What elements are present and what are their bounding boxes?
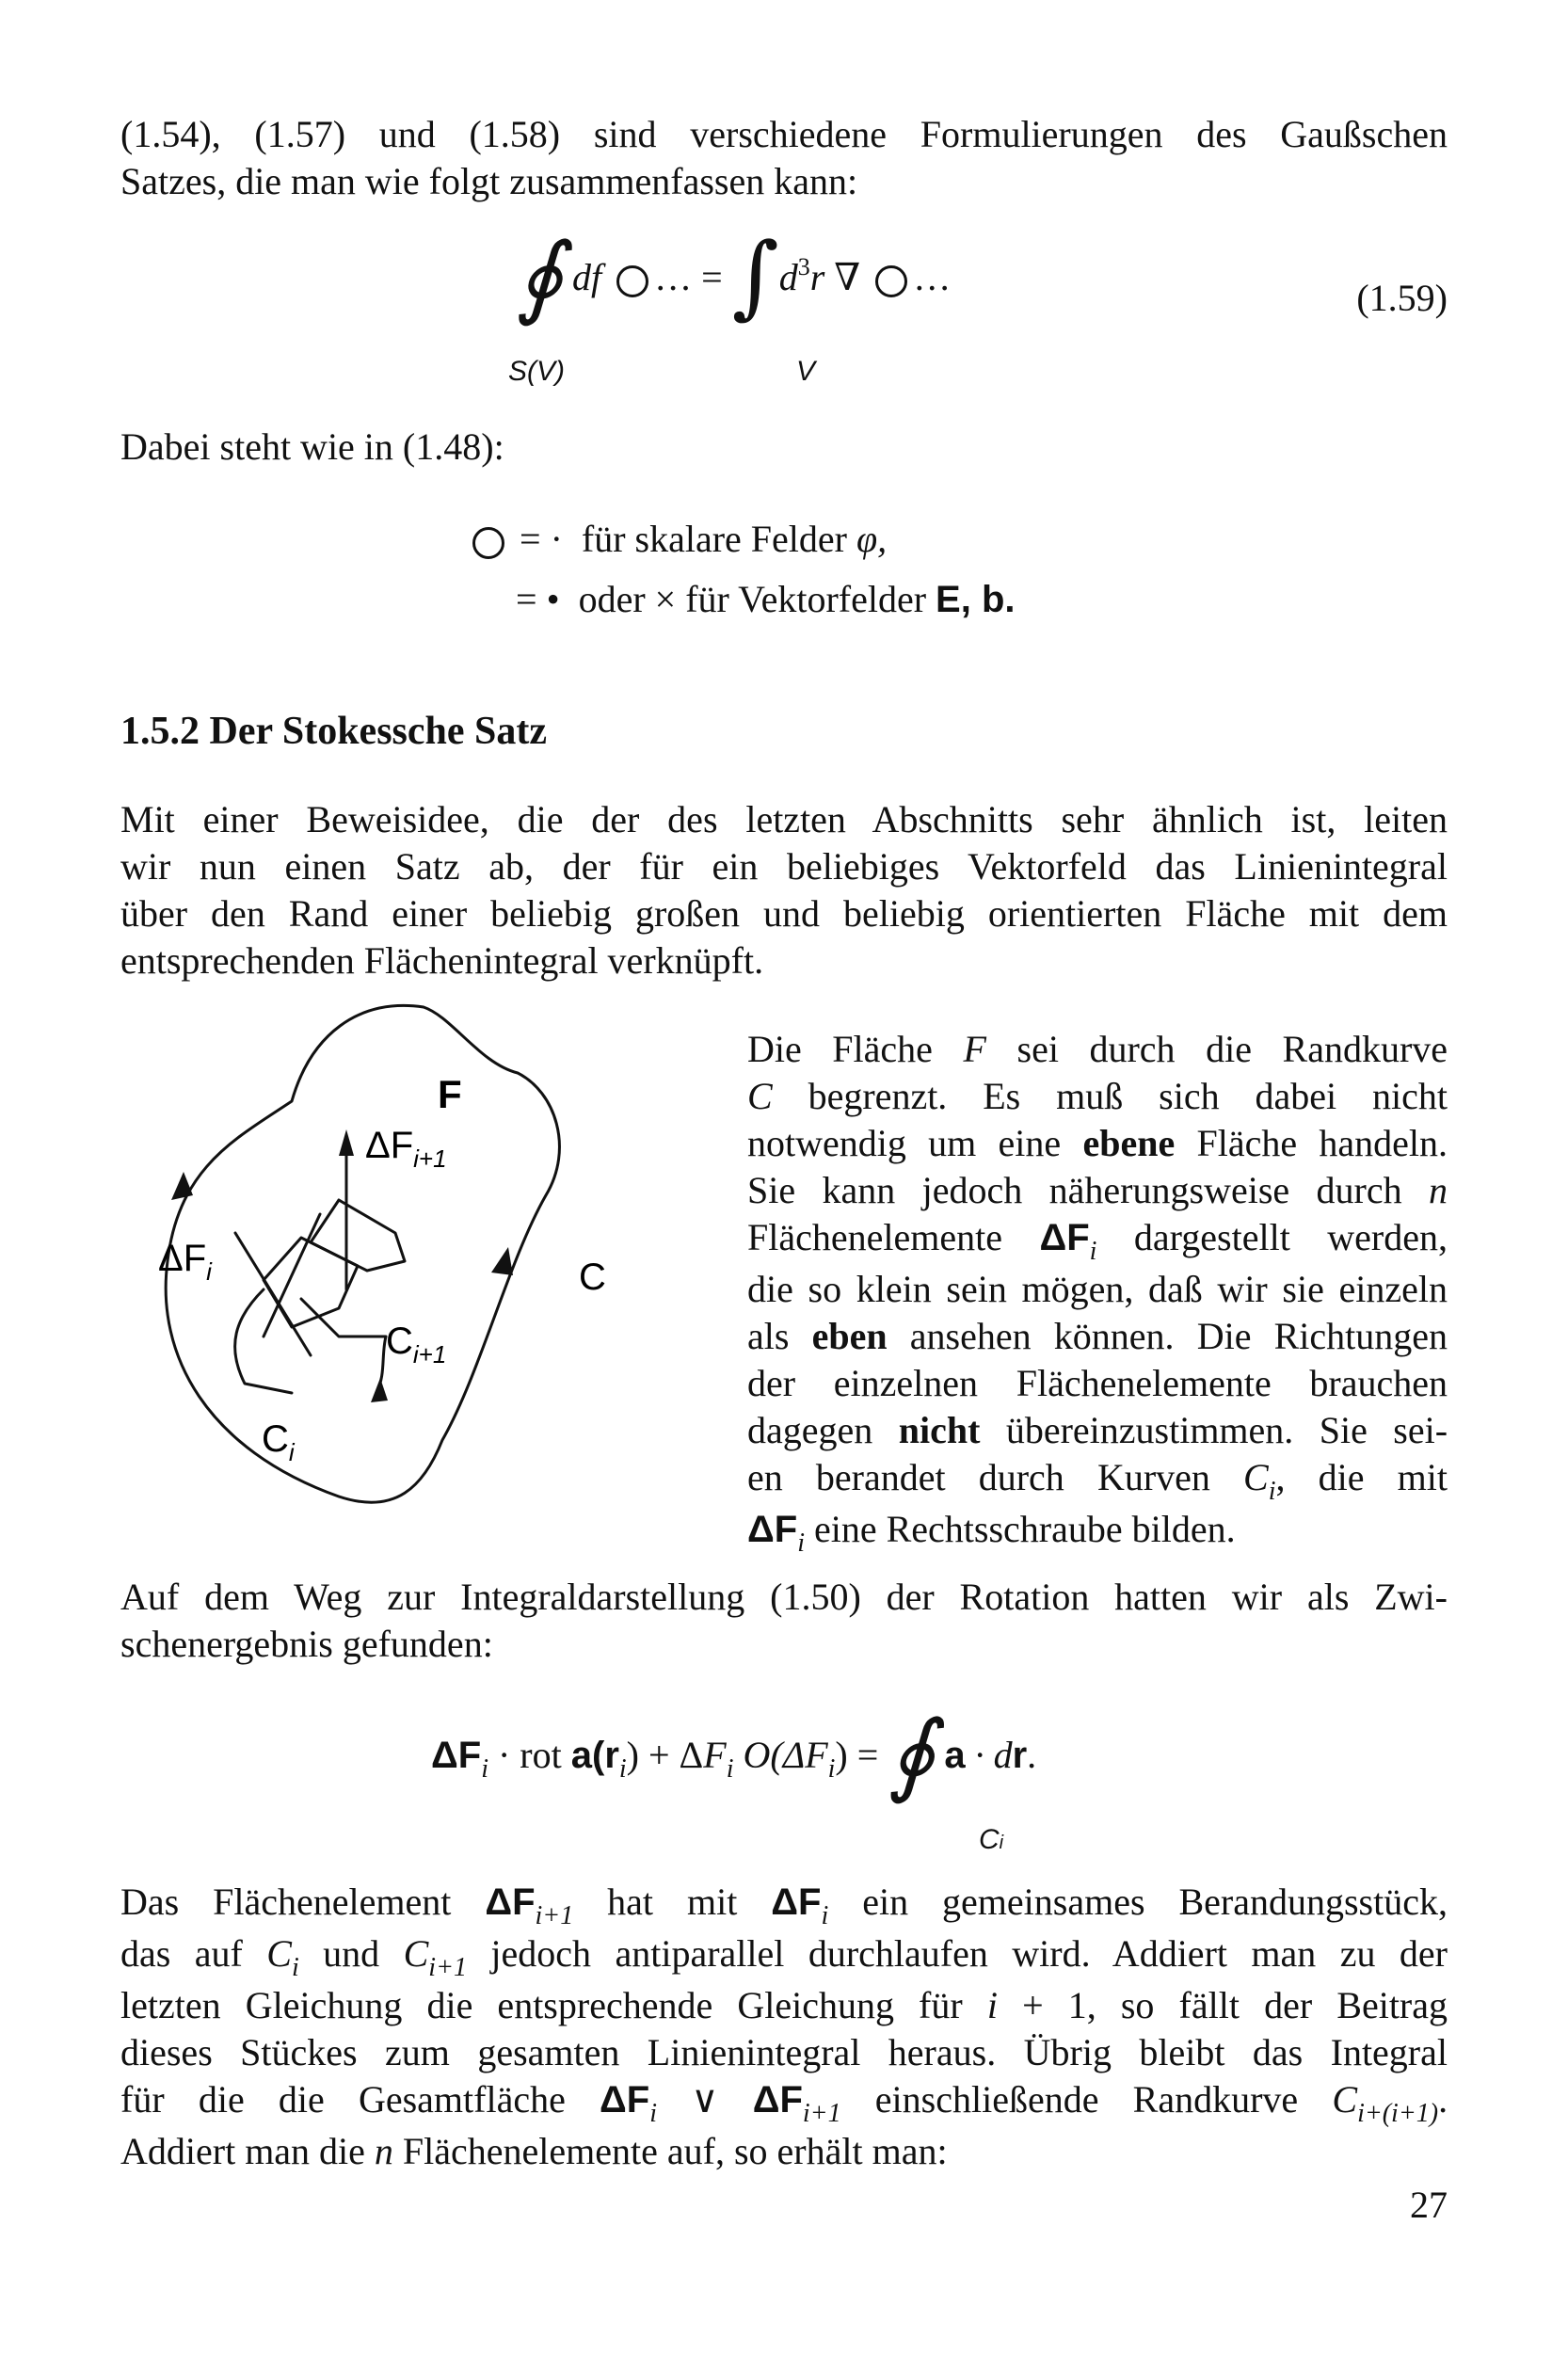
eq2-F-2: F	[805, 1734, 828, 1776]
eq159-r-nabla: r ∇	[809, 256, 861, 298]
eq2-F: F	[703, 1734, 727, 1776]
side-l11b: i	[797, 1529, 805, 1558]
contour-integral-sign-2: ∮	[888, 1701, 936, 1806]
side-l1a: Die Fläche	[747, 1028, 933, 1070]
side-l5b: ΔF	[1039, 1217, 1090, 1258]
normal-arrowhead-i1	[339, 1129, 354, 1156]
page-number: 27	[1410, 2184, 1448, 2226]
side-l3a: notwendig um eine	[747, 1122, 1062, 1164]
para3-line-5	[120, 2076, 1448, 2128]
para2-line-2: schenergebnis gefunden:	[120, 1623, 493, 1665]
eq2-r: r	[604, 1735, 619, 1776]
p3-l5f: i+1	[802, 2099, 841, 2128]
p3-l2c: i	[291, 1953, 299, 1982]
label-dF-i1	[365, 1125, 447, 1173]
C-arrow-left	[171, 1172, 193, 1200]
side-l5a: Flächenelemente	[747, 1216, 1002, 1258]
side-l9a: dagegen	[747, 1409, 873, 1451]
intro-line-1: (1.54), (1.57) und (1.58) sind verschiedene Formulierungen des Gaußschen	[120, 113, 1448, 155]
label-dF-i-main: ΔF	[158, 1238, 207, 1279]
side-l9c: übereinzustimmen. Sie sei-	[1005, 1409, 1448, 1451]
side-l1b: F	[963, 1028, 986, 1070]
p3-l2e: C	[403, 1932, 429, 1975]
eq2-dot-dr: · d	[974, 1734, 1013, 1776]
p3-l5e: ΔF	[752, 2079, 803, 2121]
p3-l5j: .	[1438, 2078, 1448, 2121]
side-l5c: i	[1089, 1237, 1097, 1266]
eq2-sub-i: i	[481, 1754, 488, 1784]
para1-line-2: wir nun einen Satz ab, der für ein beliebiges Vektorfeld das Linienintegral	[120, 845, 1448, 888]
dF-i1-patch	[311, 1200, 405, 1271]
C-i1-curve	[301, 1299, 386, 1393]
p3-l1e: ΔF	[771, 1881, 822, 1923]
p3-l5a: für die die Gesamtfläche	[120, 2078, 566, 2121]
side-line-3	[747, 1120, 1448, 1167]
side-l7b: eben	[811, 1315, 888, 1357]
label-C-i	[262, 1418, 296, 1466]
eq2-sub-i-4: i	[827, 1754, 836, 1784]
label-dF-i	[158, 1238, 213, 1286]
boundary-curve-C	[166, 1005, 559, 1502]
side-l7c: ansehen können. Die Richtungen	[909, 1315, 1448, 1357]
side-l2b: begrenzt. Es muß sich dabei nicht	[808, 1075, 1448, 1117]
side-l3b: ebene	[1082, 1122, 1176, 1164]
side-line-8: der einzelnen Flächenelemente brauchen	[747, 1362, 1448, 1404]
eq159-number: (1.59)	[1356, 277, 1448, 319]
para3-line-1	[120, 1879, 1448, 1930]
label-C-i-sub: i	[288, 1438, 295, 1466]
side-l11c: eine Rechtsschraube bilden.	[813, 1508, 1236, 1550]
p3-l1g: ein gemeinsames Berandungsstück,	[862, 1881, 1448, 1923]
definition-row-1	[467, 516, 887, 563]
eq2-O-open: O(Δ	[743, 1734, 806, 1776]
intro-paragraph	[120, 111, 1448, 205]
p3-l2a: das auf	[120, 1932, 243, 1975]
p3-l5g: einschließende Randkurve	[874, 2078, 1299, 2121]
side-line-7	[747, 1313, 1448, 1360]
label-F: F	[438, 1072, 462, 1116]
side-l5d: dargestellt werden,	[1133, 1216, 1448, 1258]
side-l10a: en berandet durch Kurven	[747, 1456, 1210, 1498]
operator-circle-icon-3	[472, 527, 504, 559]
section-heading: 1.5.2 Der Stokessche Satz	[120, 710, 548, 753]
label-dF-i-sub: i	[206, 1257, 212, 1286]
eq2-dot-rot: · rot	[497, 1734, 562, 1776]
eq2-lower-limit-main: C	[979, 1824, 1000, 1855]
para2	[120, 1574, 1448, 1668]
p3-l5b: ΔF	[600, 2079, 650, 2121]
equation-rot	[431, 1701, 1037, 1806]
C-i1-arrow	[371, 1378, 388, 1402]
p3-l6a: Addiert man die	[120, 2130, 365, 2172]
operator-circle-icon-2	[875, 265, 907, 297]
side-line-11	[747, 1506, 1448, 1558]
def-row1-var: φ,	[856, 518, 888, 560]
p3-l3c: + 1, so fällt der Beitrag	[1022, 1984, 1448, 2026]
side-l1c: sei durch die Randkurve	[1016, 1028, 1448, 1070]
eq2-a: a	[944, 1735, 966, 1776]
label-C-i1-sub: i+1	[412, 1340, 447, 1369]
eq2-sub-i-2: i	[618, 1754, 627, 1784]
label-C: C	[579, 1257, 606, 1298]
dabei-line: Dabei steht wie in (1.48):	[120, 425, 504, 468]
p3-l1d: hat mit	[607, 1881, 738, 1923]
eq2-dF: ΔF	[431, 1735, 482, 1776]
side-l10d: , die mit	[1275, 1456, 1448, 1498]
side-l2a: C	[747, 1075, 773, 1117]
eq2-period: .	[1027, 1734, 1037, 1776]
definition-row-2	[516, 576, 1015, 623]
side-paragraph	[747, 1026, 1448, 1558]
label-C-i-main: C	[262, 1418, 289, 1460]
def-row1-text: für skalare Felder	[581, 518, 847, 560]
p3-l5i: i+(i+1)	[1357, 2099, 1439, 2128]
def-row2-op: •	[546, 578, 560, 620]
p3-l1a: Das Flächenelement	[120, 1881, 452, 1923]
side-line-2	[747, 1073, 1448, 1120]
operator-circle-icon	[616, 265, 648, 297]
label-C-i1-main: C	[386, 1321, 413, 1362]
para1-line-4: entsprechenden Flächenintegral verknüpft.	[120, 939, 764, 982]
volume-integral-sign: ∫	[731, 223, 779, 328]
eq2-close-plus: ) + Δ	[626, 1734, 704, 1776]
def-row1-eq: =	[520, 518, 541, 560]
side-l10c: i	[1268, 1477, 1276, 1506]
eq2-r-end: r	[1012, 1735, 1028, 1776]
p3-l6b: n	[374, 2130, 393, 2172]
side-line-9	[747, 1407, 1448, 1454]
crossing-line	[235, 1233, 311, 1355]
para2-line-1: Auf dem Weg zur Integraldarstellung (1.50) der Rotation hatten wir als Zwi-	[120, 1576, 1448, 1618]
eq2-lower-limit	[979, 1817, 1003, 1866]
contour-integral-sign: ∮	[516, 223, 564, 328]
equation-1-59	[516, 223, 952, 328]
p3-l1c: i+1	[535, 1901, 574, 1930]
side-line-5	[747, 1214, 1448, 1266]
p3-l1b: ΔF	[485, 1881, 536, 1923]
eq159-d: d	[778, 256, 798, 298]
p3-l2d: und	[323, 1932, 380, 1975]
eq159-lower-limit-left: S(V)	[508, 356, 565, 387]
p3-l3a: letzten Gleichung die entsprechende Gleichung für	[120, 1984, 963, 2026]
eq159-exp: 3	[797, 253, 810, 280]
para1-line-1: Mit einer Beweisidee, die der des letzten Abschnitts sehr ähnlich ist, leiten	[120, 798, 1448, 840]
para3-line-2	[120, 1930, 1448, 1982]
p3-l6c: Flächenelemente auf, so erhält man:	[402, 2130, 948, 2172]
eq159-df: df	[572, 256, 602, 298]
para3	[120, 1879, 1448, 2175]
side-l9b: nicht	[898, 1409, 981, 1451]
p3-l3b: i	[986, 1984, 998, 2026]
p3-l2g: jedoch antiparallel durchlaufen wird. Addiert man zu der	[490, 1932, 1448, 1975]
side-line-10	[747, 1454, 1448, 1506]
para1-line-3: über den Rand einer beliebig großen und beliebig orientierten Fläche mit dem	[120, 892, 1448, 935]
eq2-a-open: a(	[570, 1735, 605, 1776]
def-row2-eq: =	[516, 578, 537, 620]
C-arrow-right	[491, 1247, 513, 1275]
para3-line-4: dieses Stückes zum gesamten Linienintegral heraus. Übrig bleibt das Integral	[120, 2031, 1448, 2073]
para3-line-6	[120, 2128, 1448, 2175]
dF-i-patch	[264, 1238, 358, 1327]
stokes-figure	[151, 998, 640, 1525]
eq159-dots-eq: … =	[654, 256, 723, 298]
def-row2-vec: E, b.	[936, 579, 1016, 620]
p3-l2b: C	[266, 1932, 292, 1975]
eq2-sub-i-3: i	[726, 1754, 734, 1784]
label-dF-i1-main: ΔF	[365, 1125, 414, 1166]
eq159-lower-limit-right: V	[796, 356, 816, 387]
eq2-O-close: ) =	[835, 1734, 879, 1776]
p3-l5d: ∨	[691, 2078, 719, 2121]
side-l11a: ΔF	[747, 1509, 798, 1550]
label-dF-i1-sub: i+1	[413, 1144, 447, 1173]
side-l4b: n	[1429, 1169, 1448, 1211]
side-l3c: Fläche handeln.	[1196, 1122, 1448, 1164]
side-line-4	[747, 1167, 1448, 1214]
para3-line-3	[120, 1982, 1448, 2029]
def-row1-op: ·	[550, 518, 563, 560]
side-l7a: als	[747, 1315, 790, 1357]
label-C-i1	[386, 1321, 446, 1369]
p3-l5c: i	[649, 2099, 658, 2128]
side-l10b: C	[1243, 1456, 1269, 1498]
side-l4a: Sie kann jedoch näherungsweise durch	[747, 1169, 1402, 1211]
side-line-6: die so klein sein mögen, daß wir sie einzeln	[747, 1268, 1448, 1310]
p3-l5h: C	[1332, 2078, 1358, 2121]
intro-line-2: Satzes, die man wie folgt zusammenfassen kann:	[120, 160, 858, 202]
C-i-curve	[235, 1289, 292, 1393]
p3-l1f: i	[821, 1901, 829, 1930]
p3-l2f: i+1	[428, 1953, 467, 1982]
eq2-lower-limit-sub: i	[999, 1833, 1004, 1853]
def-row2-mid: oder × für Vektorfelder	[578, 578, 927, 620]
eq159-dots-end: …	[913, 256, 952, 298]
para1	[120, 796, 1448, 984]
side-line-1	[747, 1026, 1448, 1073]
